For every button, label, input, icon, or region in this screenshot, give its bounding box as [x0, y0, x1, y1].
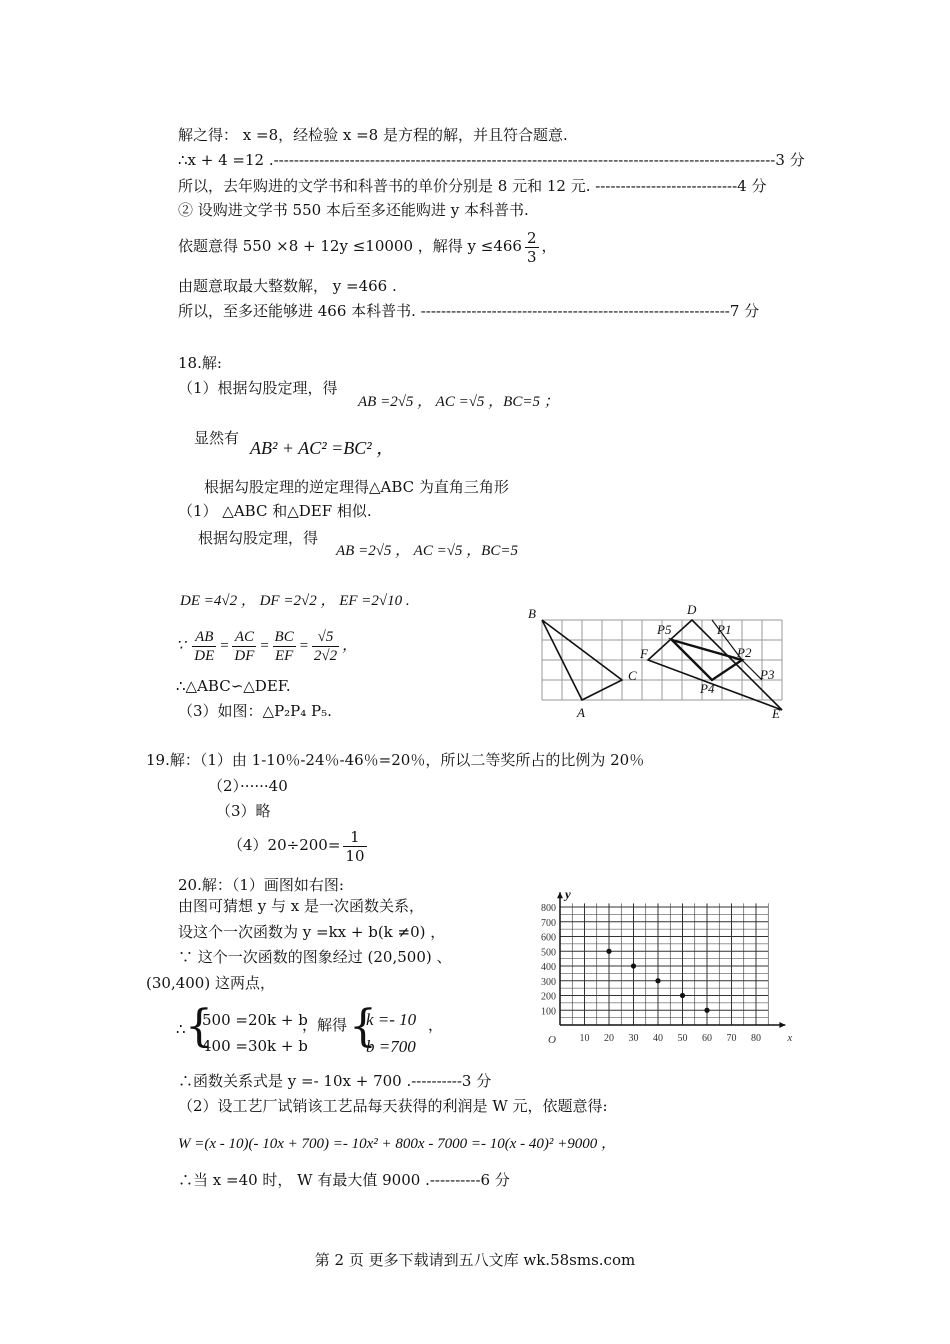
- label-f: F: [640, 646, 648, 661]
- label-e: E: [772, 706, 780, 721]
- s20-system-comma: ，: [428, 1016, 444, 1034]
- y-axis-label: y: [565, 886, 571, 902]
- ratio-ac-df: [232, 628, 256, 665]
- s18-part2-lengths-def: DE =4√2 ， DF =2√2 ， EF =2√10 .: [180, 593, 410, 609]
- y-tick-label: 300: [541, 976, 556, 988]
- s20-line-5: (30,400) 这两点，: [146, 974, 275, 992]
- label-p4: P4: [700, 681, 715, 696]
- because-symbol: ∵: [176, 638, 186, 654]
- s17-line-4: ② 设购进文学书 550 本后至多还能购进 y 本科普书.: [178, 201, 529, 219]
- ratio-denominator: 2√2: [313, 648, 338, 665]
- s20-max-value: ∴当 x =40 时， W 有最大值 9000 .----------6 分: [178, 1171, 510, 1189]
- ratio-numerator: BC: [274, 629, 294, 646]
- label-d: D: [687, 602, 697, 617]
- fraction-denominator: 10: [345, 846, 365, 865]
- s19-part1: 19.解：（1）由 1-10％-24％-46％=20％，所以二等奖所占的比例为 20％: [146, 751, 645, 769]
- page-footer: 第 2 页 更多下载请到五八文库 wk.58sms.com: [314, 1251, 636, 1269]
- triangle-grid-figure: [520, 598, 790, 723]
- ratio-denominator: DF: [234, 648, 255, 665]
- data-point: [704, 1008, 709, 1013]
- fraction-numerator: 1: [343, 828, 366, 847]
- system-2-eq-2: b =700: [366, 1037, 416, 1056]
- ratio-bc-ef: [273, 628, 296, 665]
- fraction-numerator: 2: [526, 228, 537, 247]
- s17-line-3: 所以，去年购进的文学书和科普书的单价分别是 8 元和 12 元. ----------------------------4 分: [178, 177, 767, 195]
- s19-part3: （3）略: [216, 802, 271, 820]
- system-1-eq-2: 400 =30k + b: [202, 1037, 308, 1055]
- y-tick-label: 600: [541, 932, 556, 944]
- origin-label: O: [548, 1034, 556, 1046]
- data-point: [655, 978, 660, 983]
- s18-part2-claim: （1） △ABC 和△DEF 相似.: [178, 502, 372, 520]
- data-point: [680, 993, 685, 998]
- s18-part1-intro: （1）根据勾股定理，得: [178, 379, 338, 397]
- label-b: B: [528, 606, 536, 621]
- s18-part2-intro: 根据勾股定理，得: [198, 529, 319, 547]
- ratio-numerator: √5: [312, 628, 339, 647]
- s20-line-2: 由图可猜想 y 与 x 是一次函数关系，: [178, 897, 425, 915]
- x-axis-arrow: [779, 1022, 785, 1028]
- data-point: [606, 949, 611, 954]
- s17-line-5: [178, 228, 557, 266]
- s20-line-8: （2）设工艺厂试销该工艺品每天获得的利润是 W 元，依题意得:: [178, 1097, 608, 1115]
- y-tick-label: 200: [541, 991, 556, 1003]
- label-p1: P1: [717, 622, 732, 637]
- s19-part2: （2）······40: [208, 777, 288, 795]
- system-brace-2: {: [349, 1001, 377, 1052]
- label-p5: P5: [657, 622, 672, 637]
- x-axis-label: x: [787, 1032, 793, 1044]
- s18-heading: 18.解:: [178, 354, 222, 372]
- s20-solve-label: ，解得: [302, 1016, 348, 1034]
- s19-part4-text: （4）20÷200=: [228, 836, 341, 854]
- s18-similarity-conclusion: ∴△ABC∽△DEF.: [176, 677, 291, 695]
- x-tick-label: 50: [677, 1033, 688, 1044]
- x-tick-label: 20: [604, 1033, 614, 1044]
- s18-part2-lengths-abc: AB =2√5 ， AC =√5 ，BC=5: [336, 543, 518, 559]
- x-tick-label: 10: [579, 1033, 590, 1044]
- x-tick-label: 80: [751, 1033, 761, 1044]
- s20-line-7: ∴函数关系式是 y =- 10x + 700 .----------3 分: [178, 1072, 492, 1090]
- s17-line-1: 解之得： x =8，经检验 x =8 是方程的解，并且符合题意.: [178, 126, 568, 144]
- ratio-comma: ，: [342, 638, 358, 654]
- y-tick-label: 400: [541, 962, 556, 973]
- segment-p2-p3: [742, 660, 762, 680]
- ratio-denominator: EF: [274, 648, 294, 665]
- label-p3: P3: [760, 667, 775, 682]
- s20-heading: 20.解：（1）画图如右图:: [178, 876, 344, 894]
- system-brace-1: {: [185, 1001, 213, 1052]
- label-p2: P2: [737, 645, 752, 660]
- label-a: A: [577, 705, 585, 720]
- ratio-numerator: AC: [232, 628, 256, 647]
- s20-line-4: ∵ 这个一次函数的图象经过 (20,500) 、: [178, 948, 452, 966]
- label-c: C: [628, 668, 637, 683]
- s18-part3: （3）如图：△P₂P₄ P₅.: [178, 702, 332, 720]
- system-1-eq-1: 500 =20k + b: [202, 1011, 308, 1029]
- s20-profit-equation: W =(x - 10)(- 10x + 700) =- 10x² + 800x - 7000 =- 10(x - 40)² +9000 ，: [178, 1136, 616, 1152]
- x-tick-label: 30: [628, 1033, 639, 1044]
- s17-line-5-comma: ，: [541, 237, 557, 255]
- ratio-ab-de: [192, 628, 216, 665]
- s18-pythagorean-equation: AB² + AC² =BC² ，: [250, 438, 395, 458]
- s18-right-triangle-statement: 根据勾股定理的逆定理得△ABC 为直角三角形: [204, 478, 509, 496]
- y-tick-label: 800: [541, 903, 556, 914]
- fraction-denominator: 3: [526, 247, 537, 266]
- x-tick-label: 60: [702, 1033, 712, 1044]
- system-2-eq-1: k =- 10: [366, 1010, 417, 1029]
- y-axis-arrow: [557, 892, 563, 898]
- s17-line-6: 由题意取最大整数解， y =466 .: [178, 277, 397, 295]
- s20-line-3: 设这个一次函数为 y =kx + b(k ≠0) ，: [178, 923, 446, 941]
- s17-line-2: ∴x + 4 =12 .---------------------------------------------------------------------------------------------------3 分: [178, 151, 805, 169]
- s17-line-5-text: 依题意得 550 ×8 + 12y ≤10000 ，解得 y ≤466: [178, 237, 522, 255]
- data-point: [631, 963, 636, 968]
- ratio-denominator: DE: [194, 648, 215, 665]
- s19-part4: [228, 826, 370, 865]
- ratio-value: [312, 628, 339, 665]
- scatter-chart: [530, 870, 793, 1055]
- ratio-numerator: AB: [192, 628, 216, 647]
- fraction-one-tenth: [343, 828, 366, 865]
- x-tick-label: 40: [653, 1033, 663, 1044]
- y-tick-label: 100: [541, 1006, 556, 1018]
- y-tick-label: 700: [541, 917, 556, 929]
- s18-ratio-equation: ∵ $\frac{AB}{DE}$ = $\frac{AC}{DF}$ = $\frac{BC}{EF}$ = $\frac{√5}{2√2}$ ，: [176, 629, 358, 665]
- y-tick-label: 500: [541, 947, 556, 959]
- x-tick-label: 70: [726, 1033, 737, 1044]
- fraction-two-thirds: [525, 229, 539, 266]
- s17-line-7: 所以，至多还能够进 466 本科普书. -------------------------------------------------------------7 分: [178, 302, 760, 320]
- s20-therefore: ∴: [176, 1020, 186, 1038]
- s18-part1-lengths: AB =2√5 ， AC =√5 ，BC=5 ；: [358, 394, 559, 410]
- s18-obviously: 显然有: [194, 429, 240, 447]
